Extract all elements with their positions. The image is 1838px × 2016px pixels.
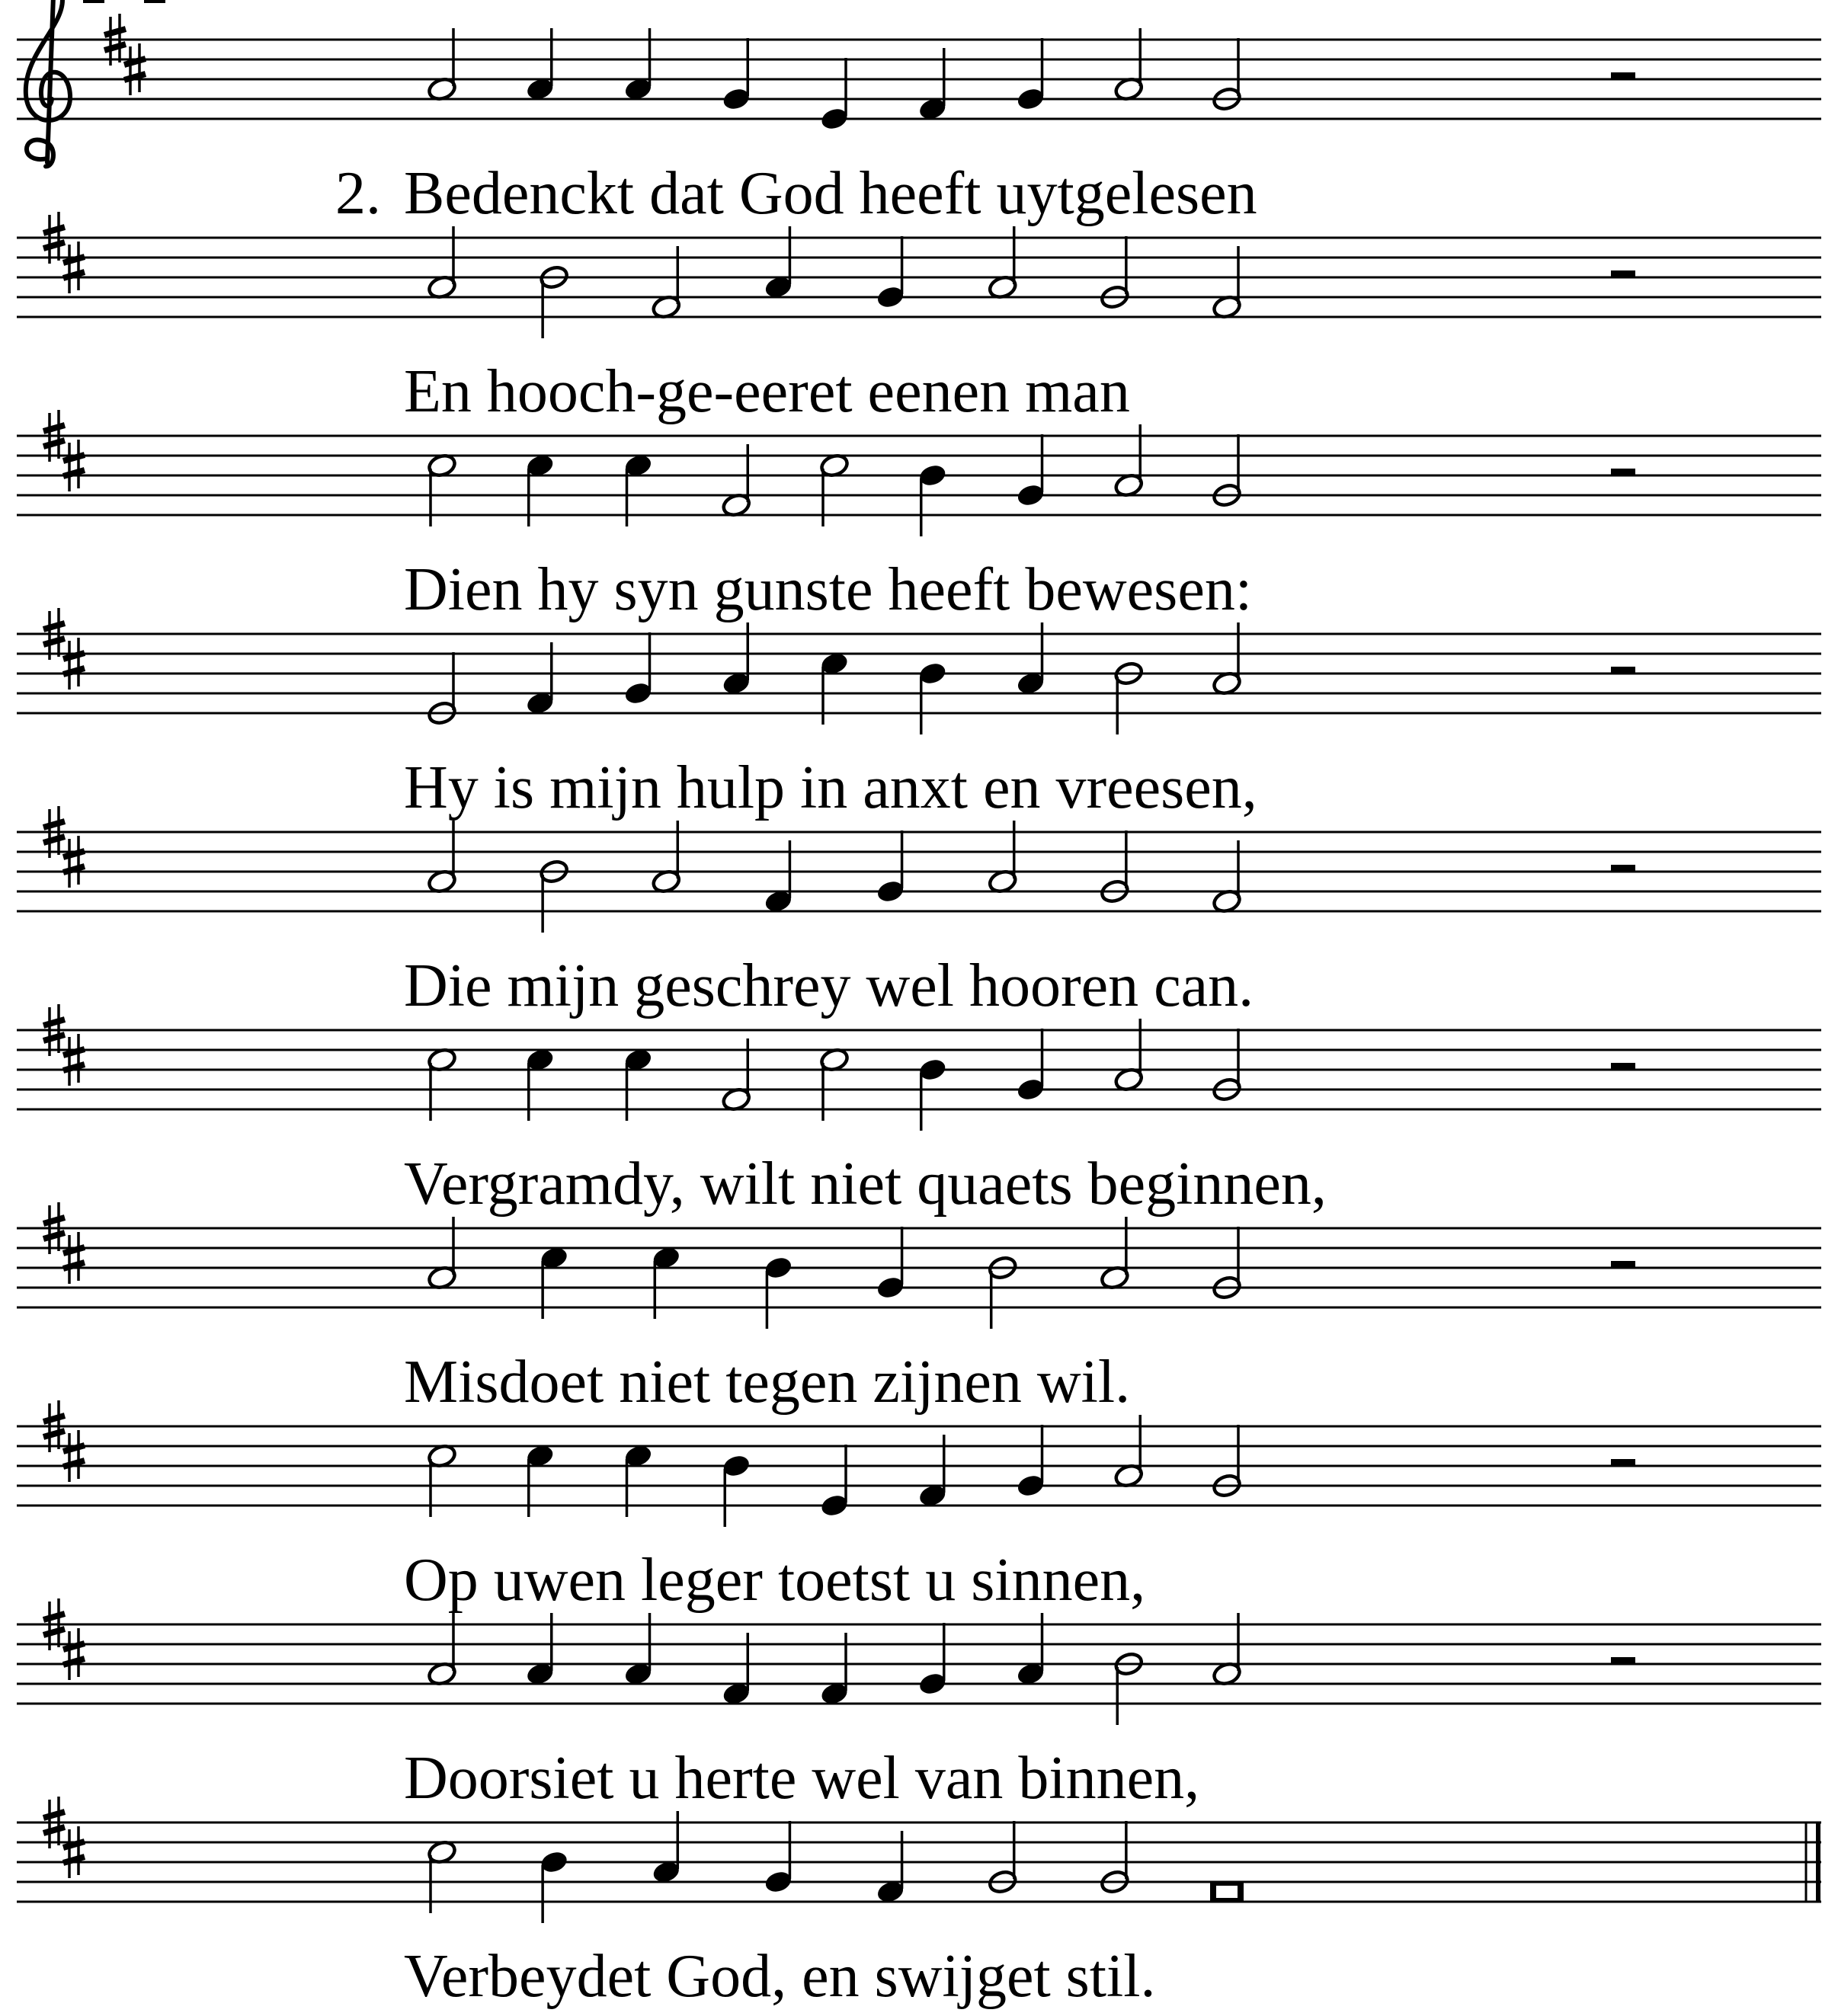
sharp-sign xyxy=(63,1826,85,1878)
half-rest xyxy=(1611,469,1635,476)
half-rest xyxy=(1611,1657,1635,1665)
half-rest xyxy=(1611,667,1635,674)
sharp-sign xyxy=(63,1430,85,1482)
half-rest xyxy=(1611,270,1635,278)
lyric-line: Bedenckt dat God heeft uytgelesen xyxy=(404,160,1257,227)
sharp-sign xyxy=(63,1628,85,1680)
treble-clef-icon xyxy=(26,0,70,166)
sharp-sign xyxy=(63,836,85,888)
lyric-line: En hooch-ge-eeret eenen man xyxy=(404,358,1130,425)
half-rest xyxy=(1611,1459,1635,1467)
sharp-sign xyxy=(124,43,146,95)
breve-note xyxy=(1215,1884,1239,1899)
verse-number: 2. xyxy=(335,160,381,227)
lyric-line: Verbeydet God, en swijget stil. xyxy=(404,1943,1156,2010)
half-rest xyxy=(1611,865,1635,872)
sharp-sign xyxy=(63,638,85,690)
sharp-sign xyxy=(63,1034,85,1086)
lyric-line: Dien hy syn gunste heeft bewesen: xyxy=(404,556,1253,623)
lyric-line: Vergramdy, wilt niet quaets beginnen, xyxy=(404,1150,1327,1218)
half-rest xyxy=(1611,1261,1635,1269)
lyric-line: Misdoet niet tegen zijnen wil. xyxy=(404,1349,1131,1416)
lyric-line: Op uwen leger toetst u sinnen, xyxy=(404,1547,1146,1614)
lyric-line: Die mijn geschrey wel hooren can. xyxy=(404,952,1254,1019)
lyric-line: Hy is mijn hulp in anxt en vreesen, xyxy=(404,754,1257,821)
half-rest xyxy=(1611,1063,1635,1070)
lyric-line: Doorsiet u herte wel van binnen, xyxy=(404,1745,1200,1812)
sharp-sign xyxy=(63,440,85,491)
half-rest xyxy=(1611,72,1635,80)
sharp-sign xyxy=(63,242,85,293)
sharp-sign xyxy=(63,1232,85,1284)
